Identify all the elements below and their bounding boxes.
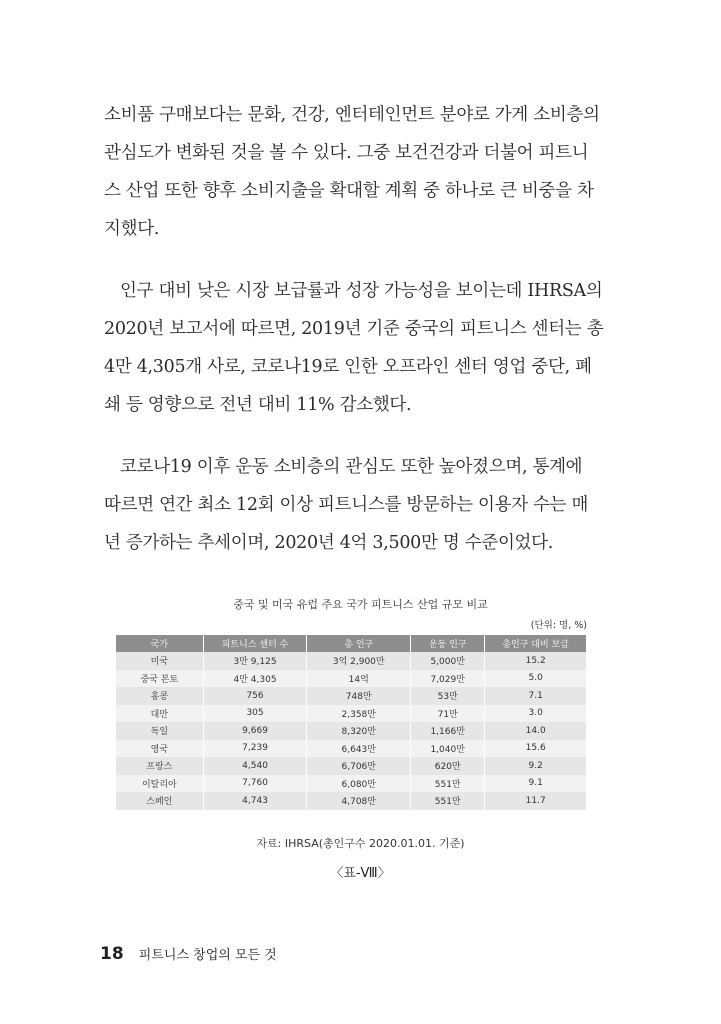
text-line: 년 증가하는 추세이며, 2020년 4억 3,500만 명 수준이었다. [104, 533, 554, 553]
table-row [116, 670, 587, 688]
table-cell: 홍콩 [116, 687, 204, 705]
table-cell: 551만 [411, 792, 485, 810]
table-cell: 551만 [411, 775, 485, 793]
text-line: 쇄 등 영향으로 전년 대비 11% 감소했다. [104, 395, 412, 415]
table-row [116, 740, 587, 758]
paragraph-3 [104, 448, 604, 562]
table-cell: 7.1 [485, 687, 587, 705]
table-row [116, 705, 587, 723]
table-caption: 〈표-Ⅷ〉 [330, 866, 391, 881]
table-cell: 9,669 [203, 722, 307, 740]
table-row [116, 775, 587, 793]
table-row [116, 687, 587, 705]
table-cell: 748만 [307, 687, 411, 705]
table-cell: 7,029만 [411, 670, 485, 688]
table-cell: 1,040만 [411, 740, 485, 758]
table-cell: 미국 [116, 652, 204, 670]
table-title: 중국 및 미국 유럽 주요 국가 피트니스 산업 규모 비교 [233, 598, 488, 611]
table-cell: 4,708만 [307, 792, 411, 810]
table-unit: (단위: 명, %) [530, 620, 587, 631]
table-cell: 대만 [116, 705, 204, 723]
table-cell: 71만 [411, 705, 485, 723]
table-cell: 5,000만 [411, 652, 485, 670]
table-cell: 6,643만 [307, 740, 411, 758]
table-cell: 4만 4,305 [203, 670, 307, 688]
table-cell: 스페인 [116, 792, 204, 810]
table-cell: 15.6 [485, 740, 587, 758]
text-line: 소비품 구매보다는 문화, 건강, 엔터테인먼트 분야로 가게 소비층의 [104, 105, 600, 125]
table-cell: 이탈리아 [116, 775, 204, 793]
table-row [116, 652, 587, 670]
text-line: 지했다. [104, 219, 160, 239]
table-cell: 7,239 [203, 740, 307, 758]
text-line: 스 산업 또한 향후 소비지출을 확대할 계획 중 하나로 큰 비중을 차 [104, 181, 594, 201]
table-source: 자료: IHRSA(총인구수 2020.01.01. 기준) [256, 837, 465, 850]
table-cell: 14억 [307, 670, 411, 688]
table-cell: 5.0 [485, 670, 587, 688]
text-line: 코로나19 이후 운동 소비층의 관심도 또한 높아졌으며, 통계에 [120, 457, 583, 477]
page-number: 18 [100, 944, 124, 964]
table-cell: 3.0 [485, 705, 587, 723]
table-row [116, 792, 587, 810]
table-cell: 2,358만 [307, 705, 411, 723]
table-cell: 11.7 [485, 792, 587, 810]
table-cell: 305 [203, 705, 307, 723]
table-cell: 6,706만 [307, 757, 411, 775]
table-row [116, 757, 587, 775]
header-penetration: 총인구 대비 보급 [485, 635, 587, 652]
table-cell: 14.0 [485, 722, 587, 740]
table-cell: 53만 [411, 687, 485, 705]
table-cell: 독일 [116, 722, 204, 740]
table-cell: 1,166만 [411, 722, 485, 740]
header-exercise-population: 운동 인구 [411, 635, 485, 652]
table-cell: 9.1 [485, 775, 587, 793]
table-cell: 6,080만 [307, 775, 411, 793]
page-footer [100, 944, 277, 964]
table-cell: 3억 2,900만 [307, 652, 411, 670]
text-line: 2020년 보고서에 따르면, 2019년 기준 중국의 피트니스 센터는 총 [104, 319, 604, 339]
table-header-row [116, 635, 587, 652]
table-cell: 프랑스 [116, 757, 204, 775]
text-line: 따르면 연간 최소 12회 이상 피트니스를 방문하는 이용자 수는 매 [104, 495, 589, 515]
table-cell: 8,320만 [307, 722, 411, 740]
paragraph-1 [104, 96, 604, 248]
table-row [116, 722, 587, 740]
table-cell: 756 [203, 687, 307, 705]
table-cell: 620만 [411, 757, 485, 775]
text-line: 관심도가 변화된 것을 볼 수 있다. 그중 보건건강과 더불어 피트니 [104, 143, 589, 163]
table-cell: 15.2 [485, 652, 587, 670]
table-cell: 9.2 [485, 757, 587, 775]
table-cell: 중국 본토 [116, 670, 204, 688]
header-population: 총 인구 [307, 635, 411, 652]
table-cell: 4,743 [203, 792, 307, 810]
table-cell: 영국 [116, 740, 204, 758]
text-line: 4만 4,305개 사로, 코로나19로 인한 오프라인 센터 영업 중단, 폐 [104, 357, 592, 377]
header-fitness-centers: 피트니스 센터 수 [203, 635, 307, 652]
comparison-table [115, 635, 587, 810]
table-cell: 3만 9,125 [203, 652, 307, 670]
table-cell: 7,760 [203, 775, 307, 793]
book-title: 피트니스 창업의 모든 것 [138, 948, 277, 963]
text-line: 인구 대비 낮은 시장 보급률과 성장 가능성을 보이는데 IHRSA의 [120, 281, 603, 301]
header-country: 국가 [116, 635, 204, 652]
paragraph-2 [104, 272, 604, 424]
table-cell: 4,540 [203, 757, 307, 775]
